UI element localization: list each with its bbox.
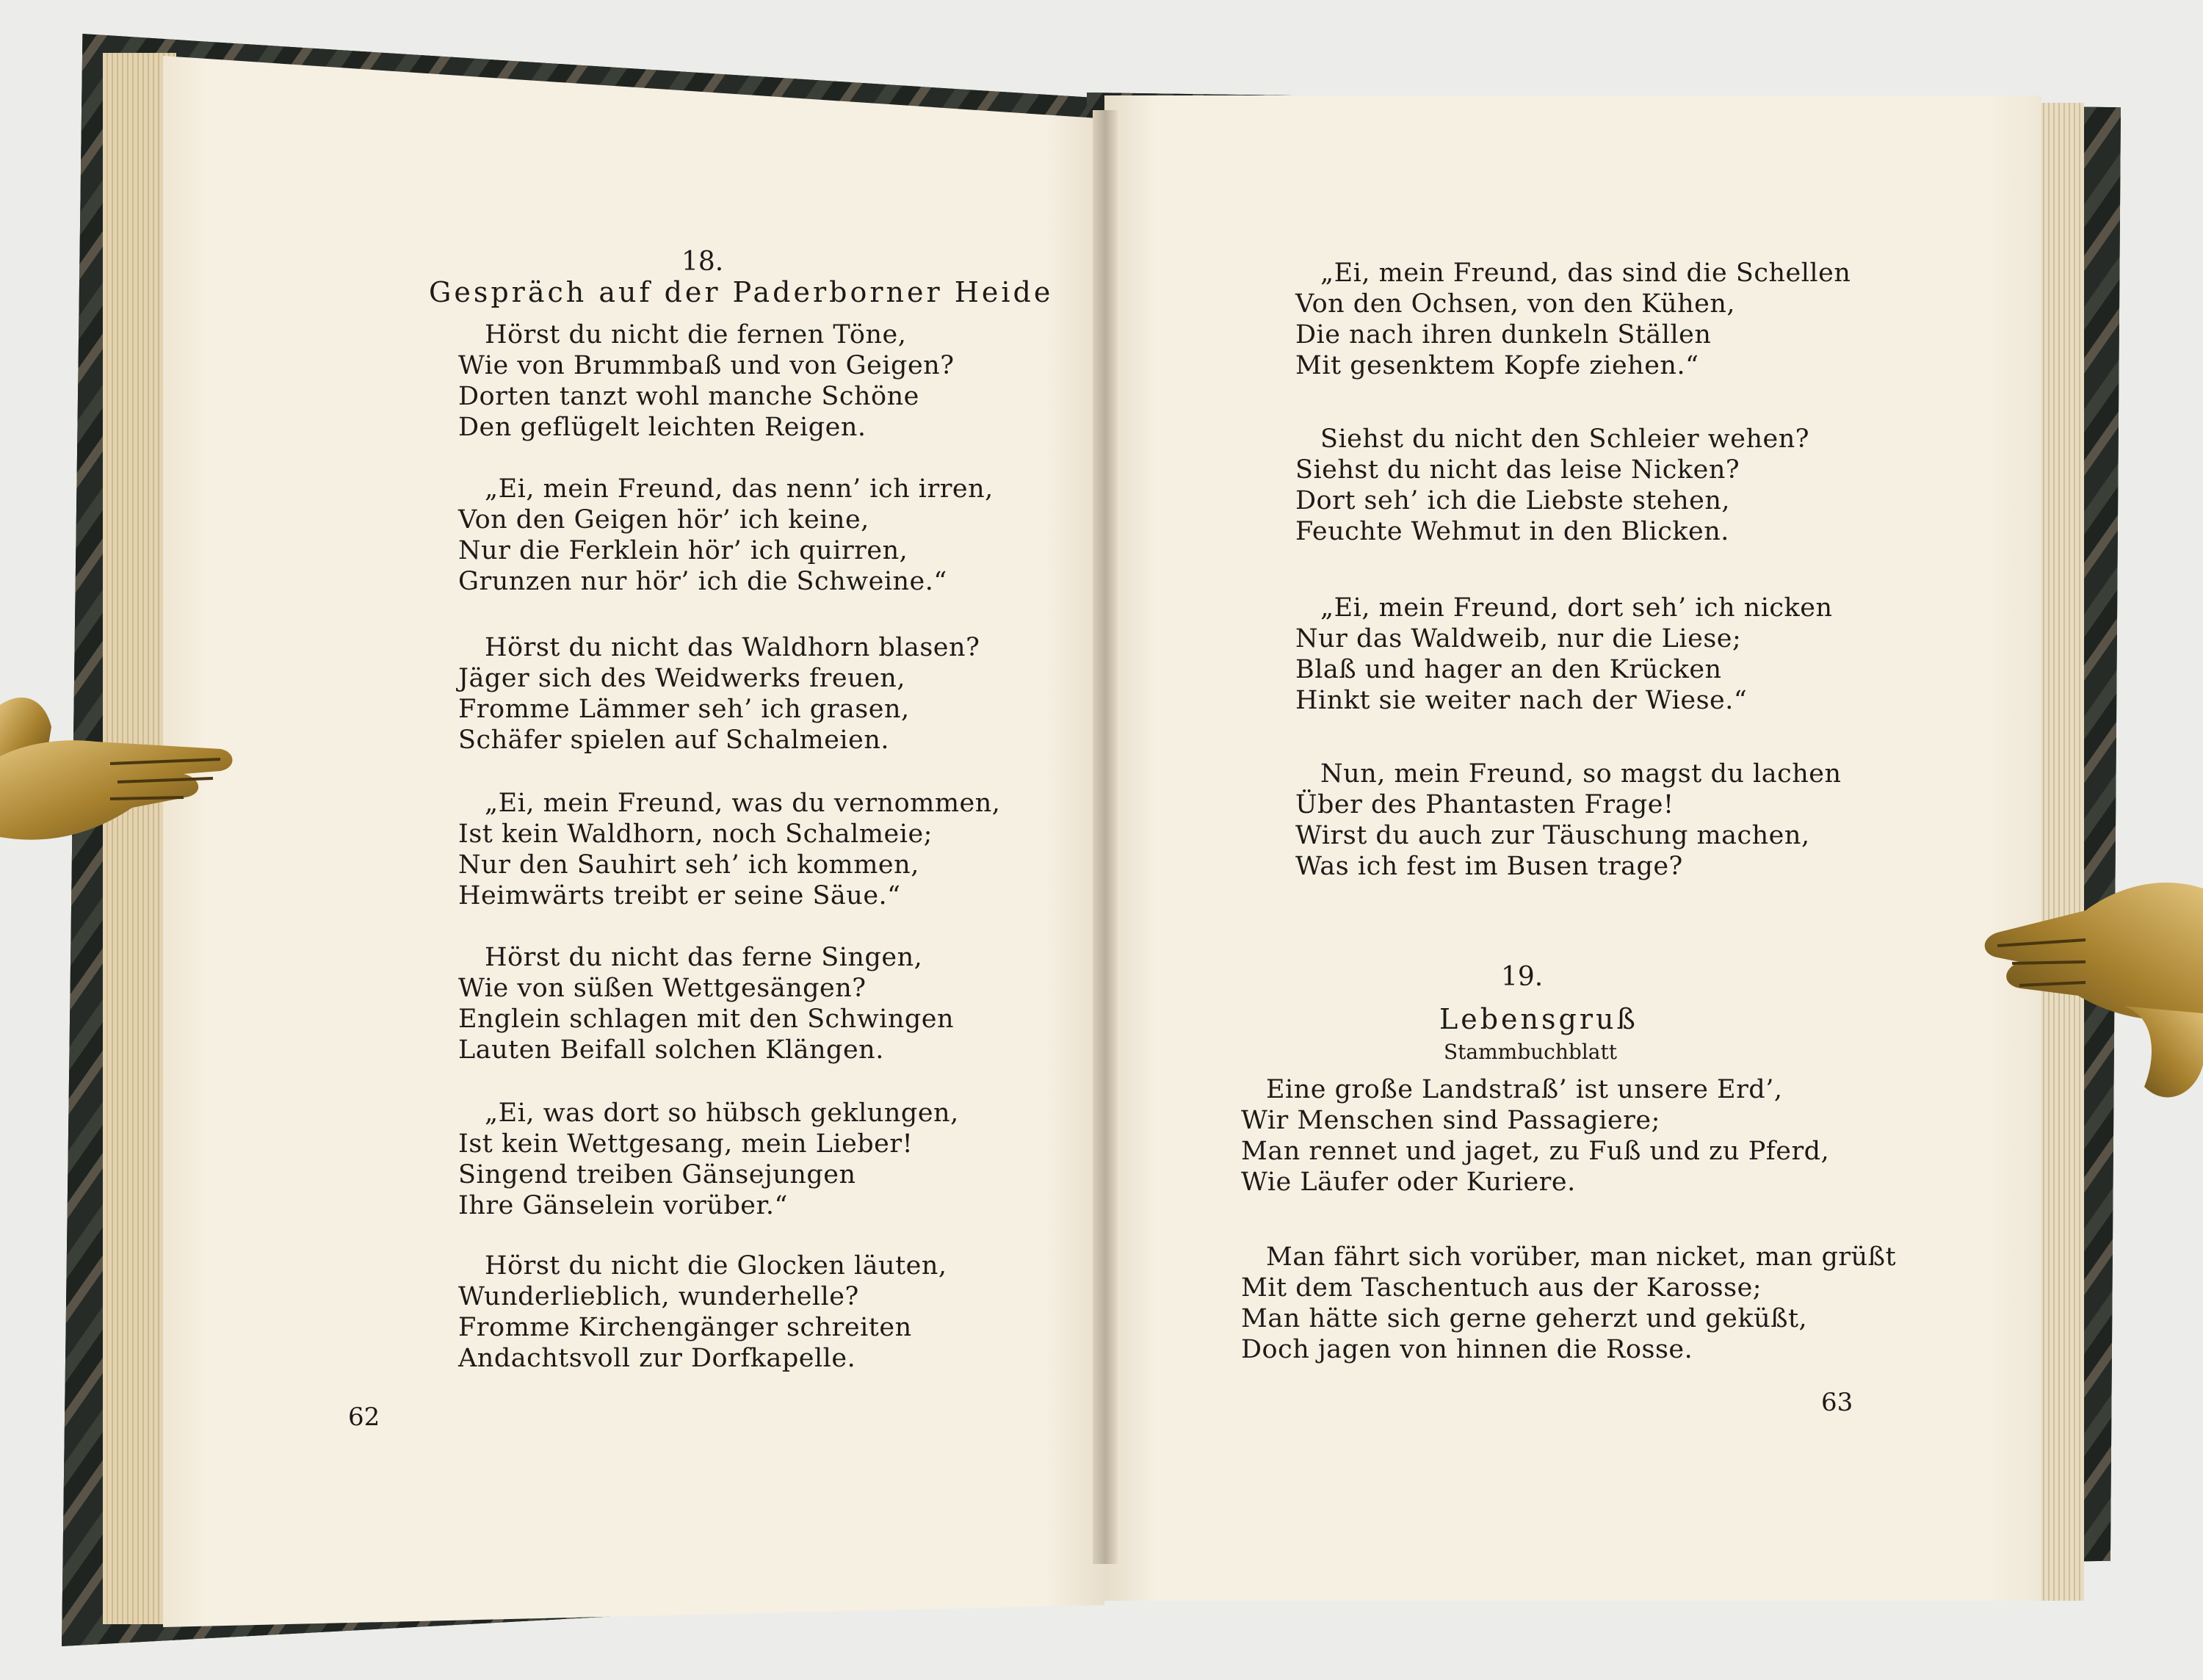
verse-line: Ist kein Wettgesang, mein Lieber! bbox=[458, 1129, 914, 1159]
verse-line: Nur das Waldweib, nur die Liese; bbox=[1295, 624, 1742, 653]
verse-line: Ist kein Waldhorn, noch Schalmeie; bbox=[458, 819, 933, 849]
verse-line: Was ich fest im Busen trage? bbox=[1295, 852, 1683, 881]
verse-line: Doch jagen von hinnen die Rosse. bbox=[1241, 1335, 1693, 1364]
verse-line: „Ei, mein Freund, was du vernommen, bbox=[485, 789, 1001, 818]
verse-line: Von den Ochsen, von den Kühen, bbox=[1295, 289, 1736, 319]
poem-title-18: Gespräch auf der Paderborner Heide bbox=[429, 276, 1054, 308]
verse-line: Hörst du nicht die fernen Töne, bbox=[485, 320, 907, 350]
verse-line: Über des Phantasten Frage! bbox=[1295, 790, 1674, 819]
book-gutter bbox=[1093, 110, 1118, 1564]
page-number-right: 63 bbox=[1821, 1388, 1853, 1417]
verse-line: Grunzen nur hör’ ich die Schweine.“ bbox=[458, 567, 947, 596]
verse-line: Schäfer spielen auf Schalmeien. bbox=[458, 725, 890, 755]
verse-line: Nun, mein Freund, so magst du lachen bbox=[1320, 759, 1842, 789]
verse-line: Wirst du auch zur Täuschung machen, bbox=[1295, 821, 1810, 850]
verse-line: Von den Geigen hör’ ich keine, bbox=[458, 505, 869, 535]
verse-line: Singend treiben Gänsejungen bbox=[458, 1160, 856, 1190]
page-number-left: 62 bbox=[348, 1402, 380, 1432]
verse-line: Fromme Kirchengänger schreiten bbox=[458, 1313, 912, 1342]
verse-line: „Ei, was dort so hübsch geklungen, bbox=[485, 1098, 959, 1128]
verse-line: Nur die Ferklein hör’ ich quirren, bbox=[458, 536, 908, 565]
verse-line: Siehst du nicht das leise Nicken? bbox=[1295, 455, 1740, 485]
verse-line: Wie Läufer oder Kuriere. bbox=[1241, 1167, 1576, 1197]
verse-line: Mit dem Taschentuch aus der Karosse; bbox=[1241, 1273, 1762, 1303]
verse-line: Mit gesenktem Kopfe ziehen.“ bbox=[1295, 351, 1699, 380]
verse-line: Jäger sich des Weidwerks freuen, bbox=[458, 664, 905, 693]
verse-line: „Ei, mein Freund, das nenn’ ich irren, bbox=[485, 474, 994, 504]
verse-line: Heimwärts treibt er seine Säue.“ bbox=[458, 881, 901, 910]
verse-line: Eine große Landstraß’ ist unsere Erd’, bbox=[1266, 1075, 1783, 1104]
verse-line: Fromme Lämmer seh’ ich grasen, bbox=[458, 695, 910, 724]
verse-line: Hörst du nicht die Glocken läuten, bbox=[485, 1251, 947, 1281]
verse-line: Wunderlieblich, wunderhelle? bbox=[458, 1282, 859, 1311]
verse-line: Nur den Sauhirt seh’ ich kommen, bbox=[458, 850, 919, 880]
verse-line: Blaß und hager an den Krücken bbox=[1295, 655, 1722, 684]
verse-line: Lauten Beifall solchen Klängen. bbox=[458, 1035, 884, 1065]
verse-line: Hinkt sie weiter nach der Wiese.“ bbox=[1295, 686, 1748, 715]
poem-number-19: 19. bbox=[1501, 962, 1544, 992]
verse-line: Ihre Gänselein vorüber.“ bbox=[458, 1191, 788, 1220]
poem-subtitle-19: Stammbuchblatt bbox=[1444, 1040, 1617, 1064]
verse-line: Andachtsvoll zur Dorfkapelle. bbox=[458, 1344, 856, 1373]
poem-title-19: Lebensgruß bbox=[1439, 1003, 1638, 1035]
verse-line: Hörst du nicht das ferne Singen, bbox=[485, 943, 923, 972]
verse-line: Dorten tanzt wohl manche Schöne bbox=[458, 382, 919, 411]
verse-line: Wir Menschen sind Passagiere; bbox=[1241, 1106, 1660, 1135]
verse-line: Siehst du nicht den Schleier wehen? bbox=[1320, 424, 1810, 454]
verse-line: Hörst du nicht das Waldhorn blasen? bbox=[485, 633, 980, 662]
verse-line: Man rennet und jaget, zu Fuß und zu Pferd, bbox=[1241, 1137, 1830, 1166]
verse-line: Feuchte Wehmut in den Blicken. bbox=[1295, 517, 1729, 546]
verse-line: „Ei, mein Freund, das sind die Schellen bbox=[1320, 258, 1851, 288]
verse-line: Die nach ihren dunkeln Ställen bbox=[1295, 320, 1712, 350]
verse-line: Man hätte sich gerne geherzt und geküßt, bbox=[1241, 1304, 1808, 1333]
verse-line: Wie von Brummbaß und von Geigen? bbox=[458, 351, 955, 380]
verse-line: Wie von süßen Wettgesängen? bbox=[458, 974, 867, 1003]
poem-number-18: 18. bbox=[681, 247, 724, 277]
verse-line: „Ei, mein Freund, dort seh’ ich nicken bbox=[1320, 593, 1833, 623]
verse-line: Dort seh’ ich die Liebste stehen, bbox=[1295, 486, 1731, 515]
brass-hand-holder-right-icon bbox=[1975, 844, 2203, 1123]
verse-line: Man fährt sich vorüber, man nicket, man grüßt bbox=[1266, 1242, 1897, 1272]
verse-line: Den geflügelt leichten Reigen. bbox=[458, 413, 867, 442]
verse-line: Englein schlagen mit den Schwingen bbox=[458, 1004, 955, 1034]
brass-hand-holder-left-icon bbox=[0, 661, 250, 925]
